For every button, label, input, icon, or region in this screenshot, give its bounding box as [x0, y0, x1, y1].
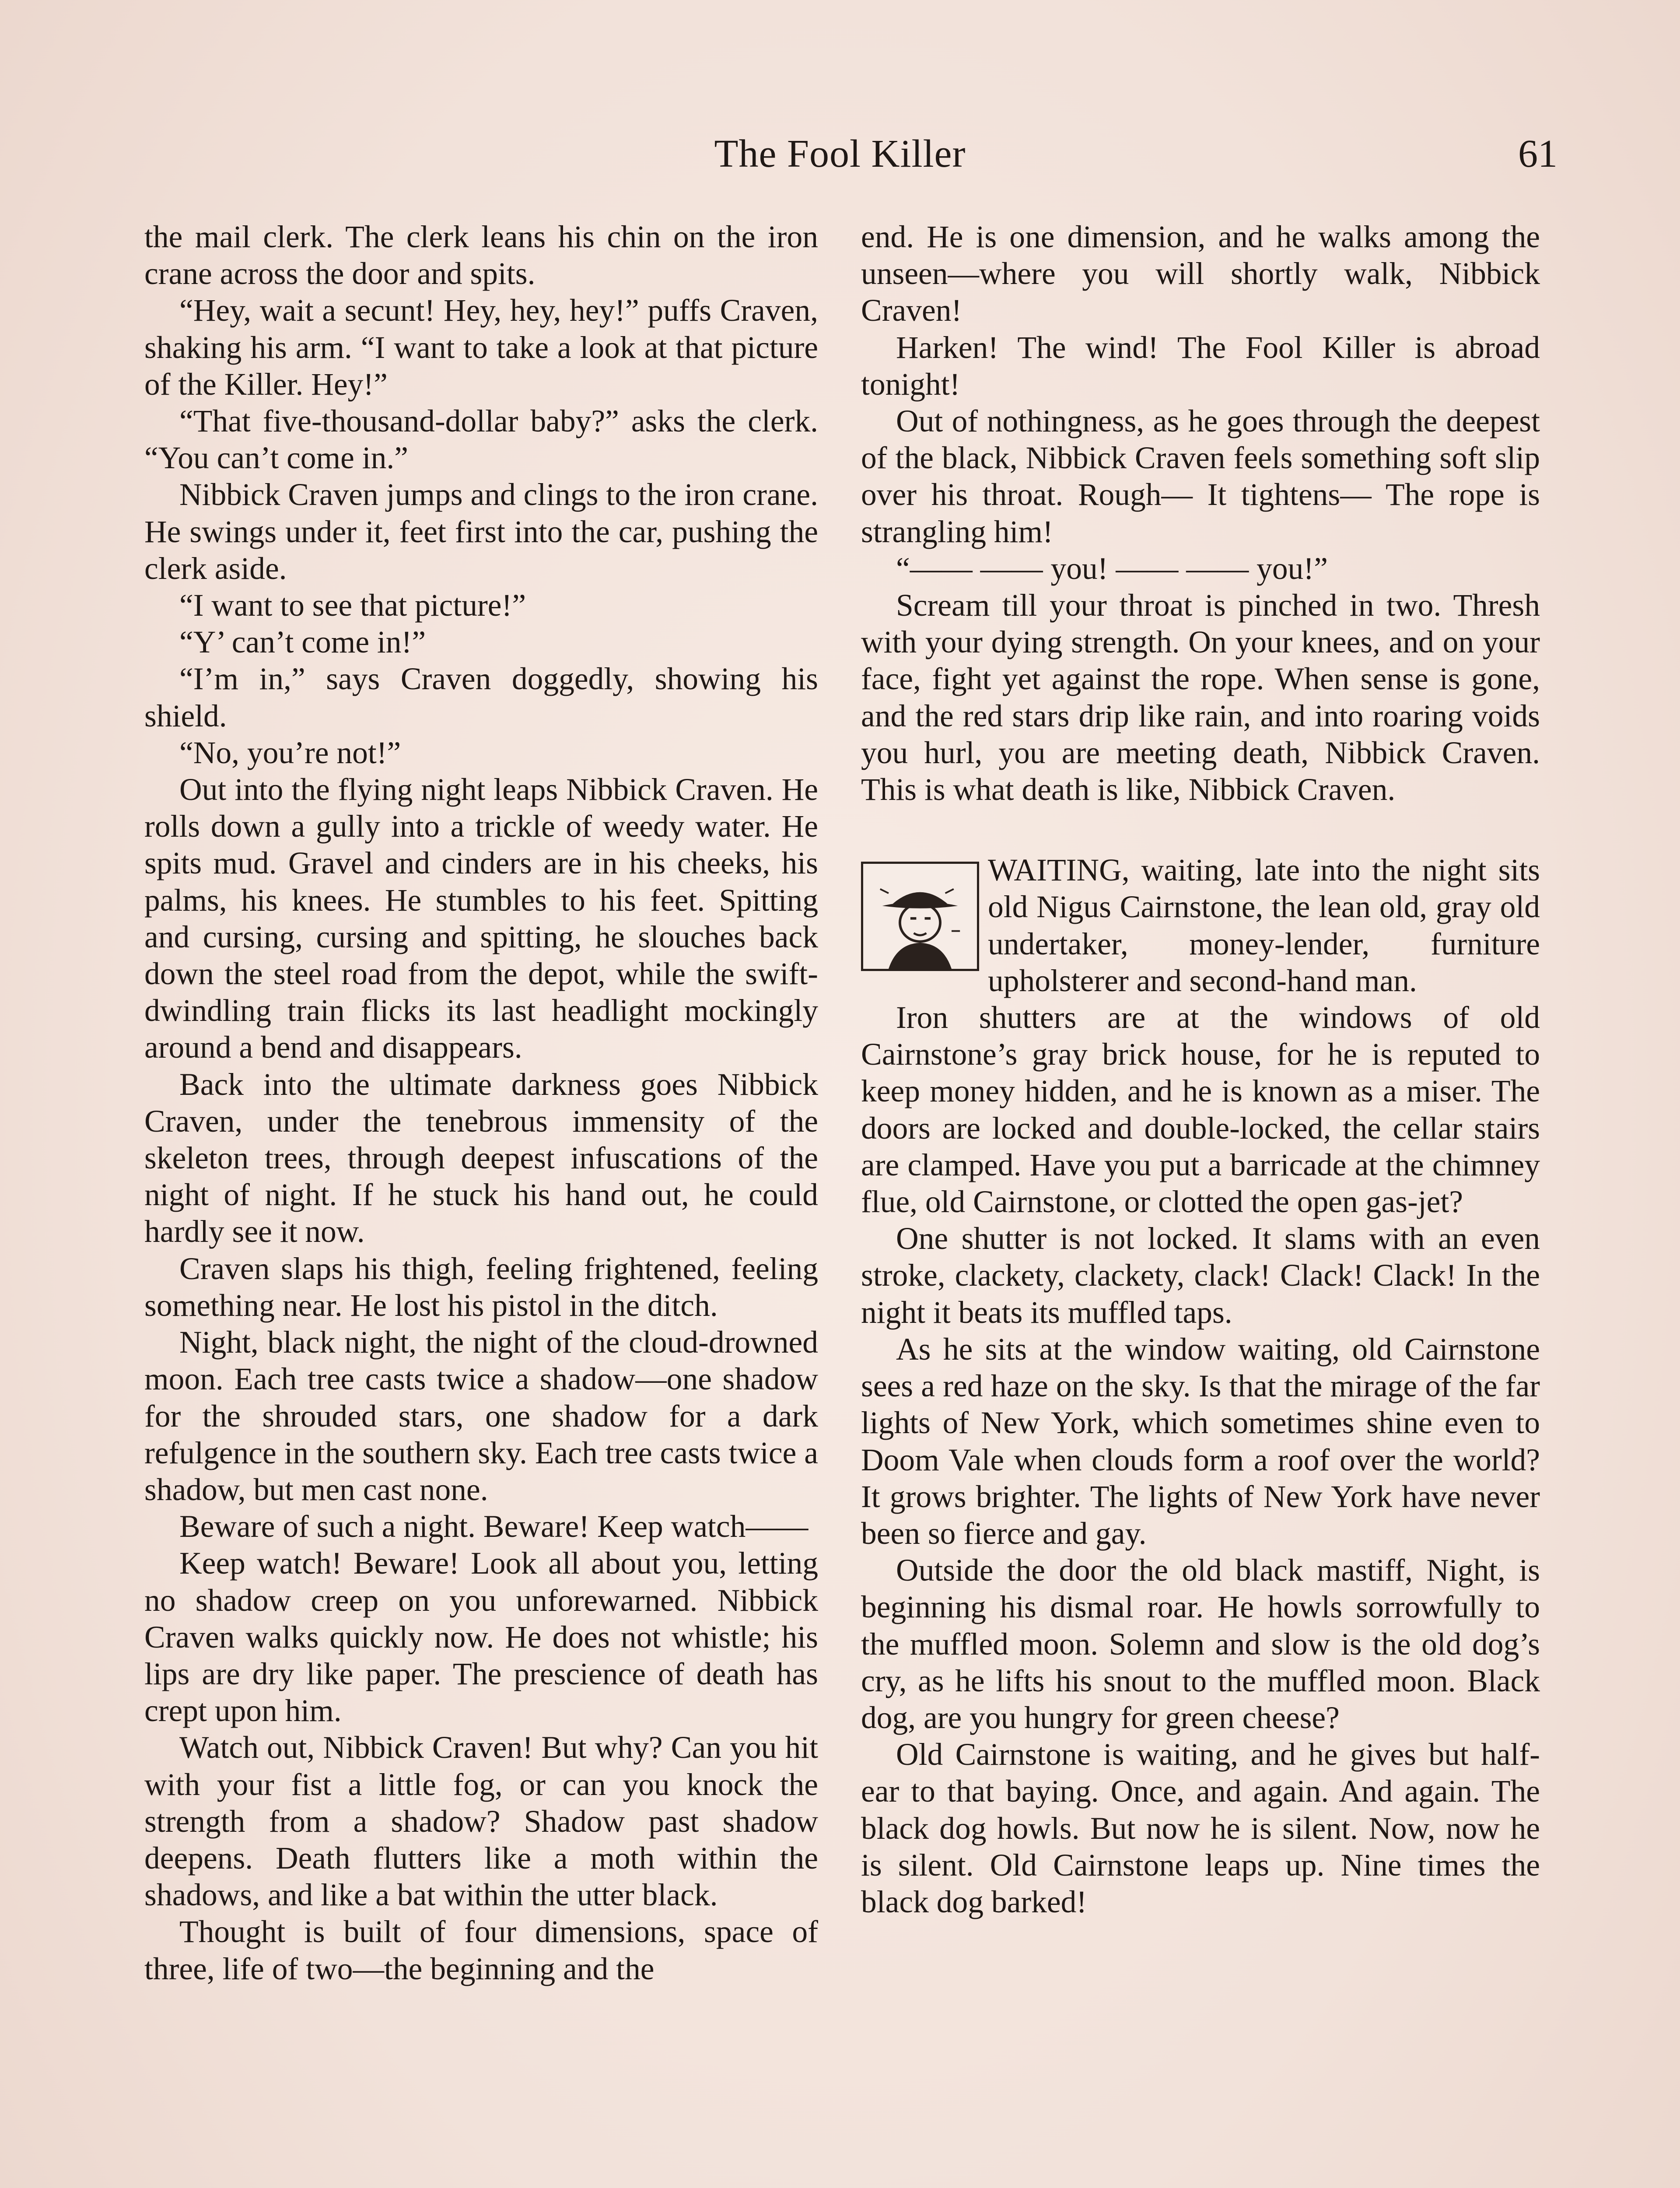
- paragraph: Watch out, Nibbick Craven! But why? Can you hit with your fist a little fog, or can you knock the strength from a shadow? Shadow past shadow deepens. Death flutters like a moth within the shadows, and like a bat within the utter black.: [144, 1730, 818, 1913]
- paragraph: Night, black night, the night of the cloud-drowned moon. Each tree casts twice a shadow—one shadow for the shrouded stars, one shadow for a dark refulgence in the southern sky. Each tree casts twice a shadow, but men cast none.: [144, 1325, 818, 1507]
- section-opening: [861, 852, 1540, 999]
- paragraph: “Hey, wait a secunt! Hey, hey, hey!” puffs Craven, shaking his arm. “I want to take a look at that picture of the Killer. Hey!”: [144, 293, 818, 402]
- spot-illustration: [861, 862, 979, 971]
- paragraph: Out into the flying night leaps Nibbick Craven. He rolls down a gully into a trickle of weedy water. He spits mud. Gravel and cinders are in his cheeks, his palms, his knees. He stumbles to his feet. Spitting and cursing, cursing and spitting, he slouches back down the steel road from the depot, while the swift-dwindling train flicks its last headlight mockingly around a bend and disappears.: [144, 772, 818, 1065]
- paragraph: One shutter is not locked. It slams with an even stroke, clackety, clackety, clack! Clack! Clack! In the night it beats its muffled taps.: [861, 1221, 1540, 1330]
- paragraph: As he sits at the window waiting, old Cairnstone sees a red haze on the sky. Is that the mirage of the far lights of New York, which sometimes shine even to Doom Vale when clouds form a roof over the world? It grows brighter. The lights of New York have never been so fierce and gay.: [861, 1332, 1540, 1551]
- paragraph: Craven slaps his thigh, feeling frightened, feeling something near. He lost his pistol in the ditch.: [144, 1251, 818, 1323]
- left-column: [144, 219, 818, 1988]
- paragraph: “No, you’re not!”: [179, 735, 401, 770]
- paragraph: Keep watch! Beware! Look all about you, letting no shadow creep on you unforewarned. Nibbick Craven walks quickly now. He does not whistle; his lips are dry like paper. The prescience of death has crept upon him.: [144, 1546, 818, 1729]
- section-first-paragraph: WAITING, waiting, late into the night sits old Nigus Cairnstone, the lean old, gray old undertaker, money-lender, furniture upholsterer and second-hand man.: [988, 853, 1540, 998]
- paragraph: “I’m in,” says Craven doggedly, showing his shield.: [144, 662, 818, 733]
- paragraph: Iron shutters are at the windows of old Cairnstone’s gray brick house, for he is reputed to keep money hidden, and he is known as a miser. The doors are locked and double-locked, the cellar stairs are clamped. Have you put a barricade at the chimney flue, old Cairnstone, or clotted the open gas-jet?: [861, 1000, 1540, 1220]
- paragraph: end. He is one dimension, and he walks among the unseen—where you will shortly walk, Nibbick Craven!: [861, 220, 1540, 328]
- paragraph: “That five-thousand-dollar baby?” asks the clerk. “You can’t come in.”: [144, 404, 818, 476]
- paragraph: Thought is built of four dimensions, space of three, life of two—the beginning and the: [144, 1914, 818, 1986]
- page-number: 61: [1518, 132, 1558, 175]
- paragraph: Harken! The wind! The Fool Killer is abroad tonight!: [861, 330, 1540, 402]
- running-title: The Fool Killer: [714, 132, 966, 175]
- paragraph: “—— —— you! —— —— you!”: [896, 551, 1328, 586]
- paragraph: “I want to see that picture!”: [179, 588, 526, 623]
- old-man-with-hat-icon: [863, 864, 977, 969]
- paragraph: Out of nothingness, as he goes through the deepest of the black, Nibbick Craven feels something soft slip over his throat. Rough— It tightens— The rope is strangling him!: [861, 404, 1540, 549]
- paragraph: the mail clerk. The clerk leans his chin on the iron crane across the door and spits.: [144, 220, 818, 291]
- paragraph: Beware of such a night. Beware! Keep watch——: [179, 1509, 808, 1544]
- paragraph: Old Cairnstone is waiting, and he gives but half-ear to that baying. Once, and again. And again. The black dog howls. But now he is silent. Now, now he is silent. Old Cairnstone leaps up. Nine times the black dog barked!: [861, 1737, 1540, 1919]
- paragraph: Outside the door the old black mastiff, Night, is beginning his dismal roar. He howls sorrowfully to the muffled moon. Solemn and slow is the old dog’s cry, as he lifts his snout to the muffled moon. Black dog, are you hungry for green cheese?: [861, 1553, 1540, 1735]
- paragraph: “Y’ can’t come in!”: [179, 625, 426, 660]
- paragraph: Back into the ultimate darkness goes Nibbick Craven, under the tenebrous immensity of the skeleton trees, through deepest infuscations of the night of night. If he stuck his hand out, he could hardly see it now.: [144, 1067, 818, 1249]
- running-head: [0, 131, 1680, 179]
- paragraph: Nibbick Craven jumps and clings to the iron crane. He swings under it, feet first into the car, pushing the clerk aside.: [144, 477, 818, 586]
- right-column: [861, 219, 1540, 1921]
- paragraph: Scream till your throat is pinched in two. Thresh with your dying strength. On your knees, and on your face, fight yet against the rope. When sense is gone, and the red stars drip like rain, and into roaring voids you hurl, you are meeting death, Nibbick Craven. This is what death is like, Nibbick Craven.: [861, 588, 1540, 807]
